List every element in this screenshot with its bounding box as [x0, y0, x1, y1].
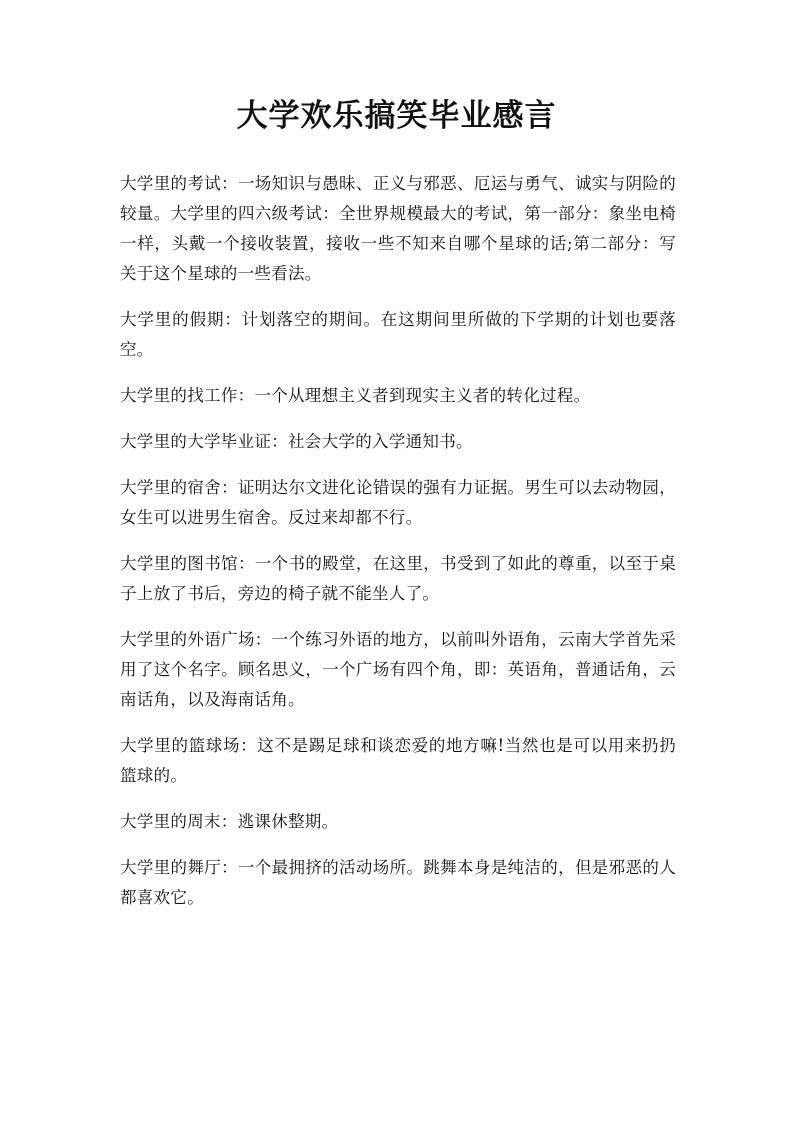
paragraph-weekend: 大学里的周末：逃课休整期。: [120, 812, 339, 831]
paragraph-basketball-court: 大学里的篮球场：这不是踢足球和谈恋爱的地方嘛!当然也是可以用来扔扔篮球的。: [120, 736, 676, 785]
paragraph-job-hunting: 大学里的找工作：一个从理想主义者到现实主义者的转化过程。: [120, 386, 591, 405]
paragraph-library: 大学里的图书馆：一个书的殿堂，在这里，书受到了如此的尊重，以至于桌子上放了书后，旁边的椅子就不能坐人了。: [120, 554, 676, 603]
paragraph-language-square: 大学里的外语广场：一个练习外语的地方，以前叫外语角，云南大学首先采用了这个名字。顾名思义，一个广场有四个角，即：英语角，普通话角，云南话角，以及海南话角。: [120, 630, 676, 709]
paragraph-dormitory: 大学里的宿舍：证明达尔文进化论错误的强有力证据。男生可以去动物园， 女生可以进男生宿舍。反过来却都不行。: [120, 478, 676, 527]
paragraph-vacation: 大学里的假期：计划落空的期间。在这期间里所做的下学期的计划也要落空。: [120, 310, 676, 359]
paragraph-exam: 大学里的考试：一场知识与愚昧、正义与邪恶、厄运与勇气、诚实与阴险的较量。大学里的四六级考试：全世界规模最大的考试，第一部分：象坐电椅一样，头戴一个接收装置，接收一些不知来自哪个星球的话;第二部分：写关于这个星球的一些看法。: [120, 174, 676, 283]
document-title: 大学欢乐搞笑毕业感言: [236, 98, 557, 134]
paragraph-dance-hall: 大学里的舞厅：一个最拥挤的活动场所。跳舞本身是纯洁的，但是邪恶的人都喜欢它。: [120, 858, 676, 907]
paragraph-diploma: 大学里的大学毕业证：社会大学的入学通知书。: [120, 432, 473, 451]
document-body: [120, 169, 676, 929]
